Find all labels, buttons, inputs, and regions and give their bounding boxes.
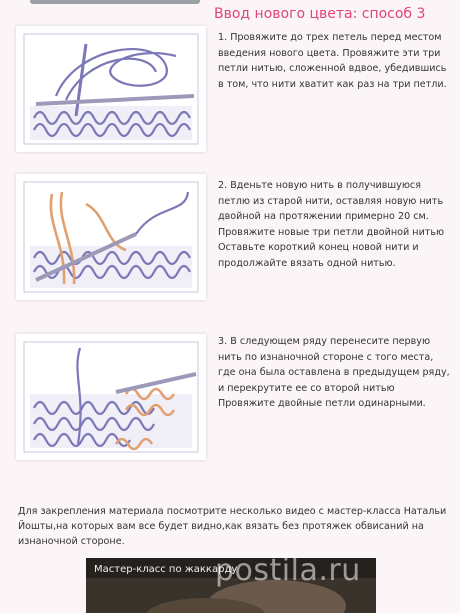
step-1-text: 1. Провяжите до трех петель перед местом введения нового цвета. Провяжите эти три петли нитью, сложенной вдвое, убедившись в том, что нити хватит как раз на три петли. xyxy=(218,32,447,90)
video-intro-paragraph: Для закрепления материала посмотрите несколько видео с мастер-класса Натальи Йошты,на которых вам все будет видно,как вязать без протяжек обвисаний на изнаночной стороне. xyxy=(18,506,447,547)
step-2-illustration xyxy=(16,174,206,300)
section-title: Ввод нового цвета: способ 3 xyxy=(214,6,426,22)
step-2-text: 2. Вденьте новую нить в получившуюся петлю из старой нити, оставляя новую нить двойной на протяжении примерно 20 см. Провяжите новые три петли двойной нитью Оставьте короткий конец новой нити и продолжайте вязать одной нитью. xyxy=(218,180,445,269)
knitting-illustration-1 xyxy=(16,26,206,152)
knitting-illustration-3 xyxy=(16,334,206,460)
step-3-text: 3. В следующем ряду перенесите первую нить по изнаночной стороне с того места, где она была оставлена в предыдущем ряду, и перекрутите ее со второй нитью Провяжите двойные петли одинарными. xyxy=(218,336,450,409)
step-1-illustration xyxy=(16,26,206,152)
watermark: postila.ru xyxy=(215,553,361,588)
previous-image-edge xyxy=(30,0,200,4)
knitting-illustration-2 xyxy=(16,174,206,300)
step-3-illustration xyxy=(16,334,206,460)
video-title: Мастер-класс по жаккарду xyxy=(94,564,238,575)
